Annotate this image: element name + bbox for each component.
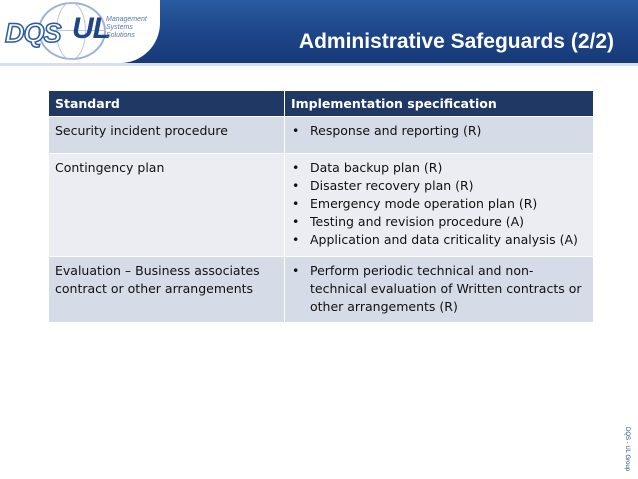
header-implementation: Implementation specification (285, 91, 594, 117)
spec-item: • Response and reporting (R) (291, 122, 587, 140)
standard-cell: Evaluation – Business associates contract or other arrangements (49, 257, 285, 323)
logo-tagline (106, 16, 147, 40)
safeguards-table (48, 90, 594, 323)
company-logo (0, 0, 160, 63)
table-row (49, 117, 594, 154)
logo-tagline-line: Systems (106, 24, 133, 31)
standard-cell: Contingency plan (49, 154, 285, 257)
header-standard: Standard (49, 91, 285, 117)
spec-cell (285, 257, 594, 323)
spec-cell (285, 117, 594, 154)
spec-item: • Application and data criticality analysis (A) (291, 231, 587, 249)
logo-tagline-line: Management (106, 16, 147, 23)
header-stripe (0, 63, 638, 66)
spec-item: • Disaster recovery plan (R) (291, 177, 587, 195)
spec-item: • Perform periodic technical and non-technical evaluation of Written contracts or other arrangements (R) (291, 262, 587, 316)
spec-item: • Emergency mode operation plan (R) (291, 195, 587, 213)
logo-ul-text: UL (72, 12, 110, 45)
table-header-row (49, 91, 594, 117)
standard-cell: Security incident procedure (49, 117, 285, 154)
slide-title: Administrative Safeguards (2/2) (298, 30, 614, 53)
table-row (49, 154, 594, 257)
logo-dqs-text: DQS (5, 18, 61, 48)
spec-item: • Testing and revision procedure (A) (291, 213, 587, 231)
footer-text: DQS - UL Group (624, 427, 630, 472)
spec-item: • Data backup plan (R) (291, 159, 587, 177)
spec-cell (285, 154, 594, 257)
logo-tagline-line: Solutions (106, 32, 135, 39)
footer-copyright (617, 428, 635, 478)
table-row (49, 257, 594, 323)
